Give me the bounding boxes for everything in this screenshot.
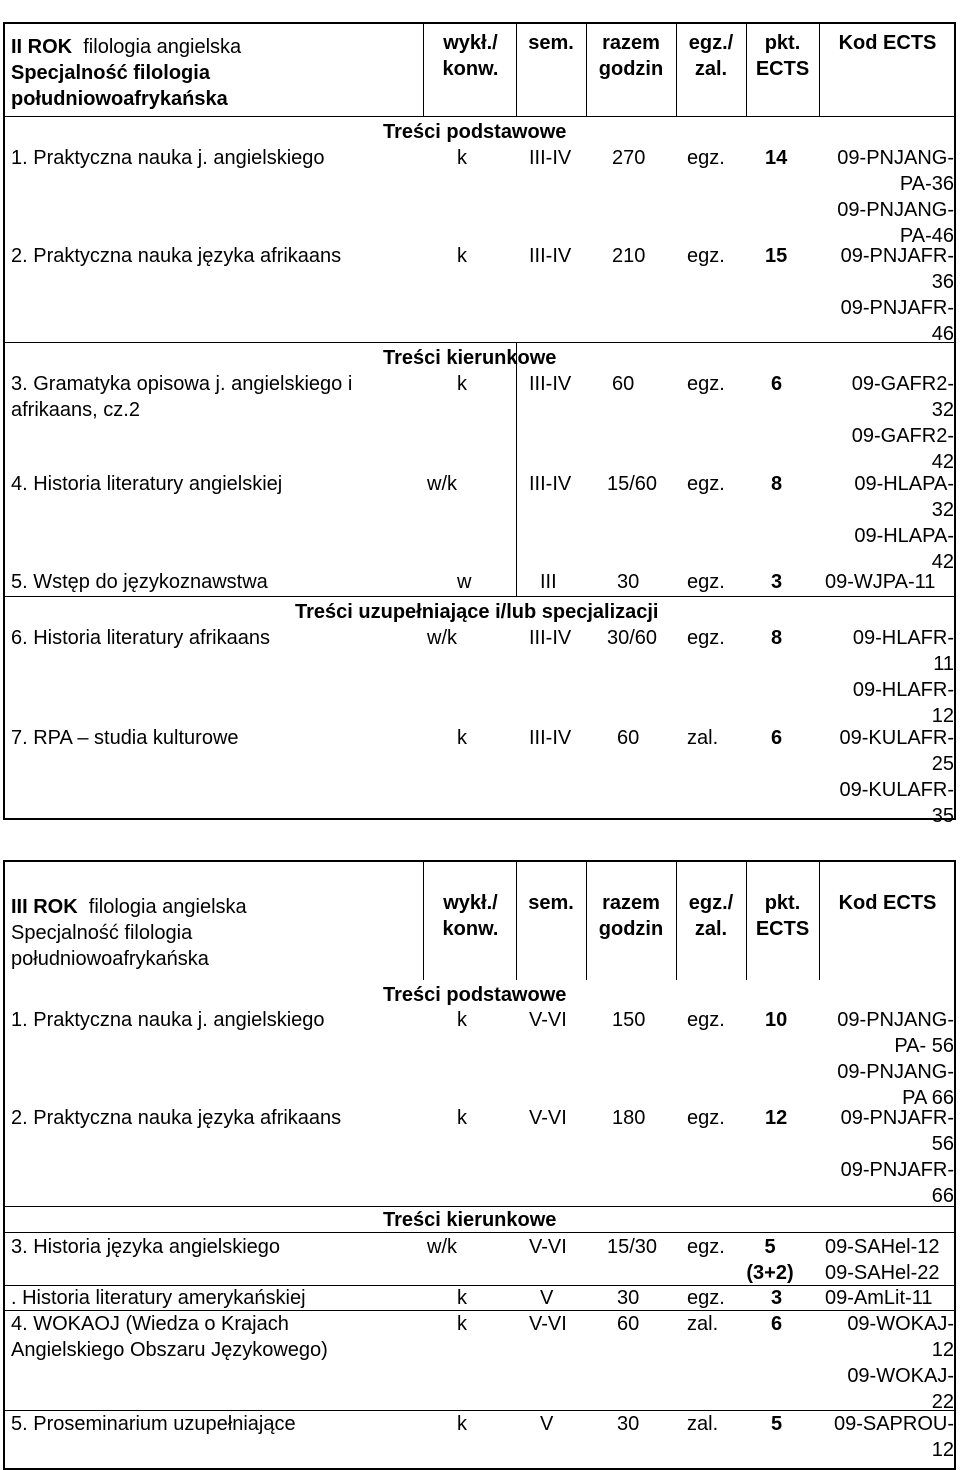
course-type: k: [457, 1009, 467, 1031]
course-ects: 6: [771, 373, 783, 395]
col-header-wykl: wykł./ konw.: [442, 32, 499, 80]
course-semester: V-VI: [529, 1236, 567, 1258]
course-exam: egz.: [687, 245, 725, 267]
specialty-line2: południowoafrykańska: [11, 948, 209, 970]
year-label: III ROK: [11, 896, 78, 918]
col-divider: [746, 22, 747, 116]
col-divider: [423, 22, 424, 116]
course-code: 09-SAPROU- 12: [833, 1413, 954, 1461]
col-header-kod: Kod ECTS: [838, 32, 937, 54]
course-exam: zal.: [687, 1313, 719, 1335]
course-type: w/k: [427, 473, 457, 495]
col-divider: [516, 22, 517, 116]
col-divider: [819, 22, 820, 116]
course-ects: 6: [771, 727, 783, 749]
course-semester: V-VI: [529, 1009, 567, 1031]
col-header-razem: razem godzin: [598, 32, 664, 80]
course-ects: 3: [771, 571, 783, 593]
section-uzupelniajace: Treści uzupełniające i/lub specjalizacji: [295, 601, 659, 623]
course-type: k: [457, 727, 467, 749]
course-code: 09-PNJANG- PA- 56 09-PNJANG- PA 66: [837, 1009, 954, 1109]
course-hours: 270: [612, 147, 646, 169]
course-exam: egz.: [687, 1287, 725, 1309]
course-exam: zal.: [687, 1413, 719, 1435]
year-label: II ROK: [11, 36, 73, 58]
course-exam: egz.: [687, 373, 725, 395]
course-code: 09-PNJAFR- 36 09-PNJAFR- 46: [840, 245, 954, 345]
col-header-egz: egz./ zal.: [688, 892, 734, 940]
course-name: 6. Historia literatury afrikaans: [11, 627, 270, 649]
course-semester: V: [540, 1287, 554, 1309]
course-semester: III-IV: [529, 727, 572, 749]
course-type: k: [457, 1107, 467, 1129]
field-label: filologia angielska: [83, 36, 242, 58]
course-name: 4. Historia literatury angielskiej: [11, 473, 283, 495]
course-name: 7. RPA – studia kulturowe: [11, 727, 239, 749]
specialty-line1: Specjalność filologia: [11, 62, 210, 84]
course-ects: 15: [765, 245, 788, 267]
section-divider-kierunkowe: [3, 342, 956, 343]
course-hours: 60: [612, 373, 635, 395]
col-divider: [676, 860, 677, 980]
course-name: 1. Praktyczna nauka j. angielskiego: [11, 1009, 325, 1031]
course-semester: III-IV: [529, 373, 572, 395]
field-label: filologia angielska: [88, 896, 247, 918]
course-ects: 5 (3+2): [746, 1236, 794, 1284]
course-hours: 30: [617, 1287, 640, 1309]
course-type: k: [457, 373, 467, 395]
course-type: k: [457, 1287, 467, 1309]
course-ects: 6: [771, 1313, 783, 1335]
course-exam: egz.: [687, 1236, 725, 1258]
course-ects: 12: [765, 1107, 788, 1129]
course-code: 09-GAFR2- 32 09-GAFR2- 42: [851, 373, 954, 473]
course-code: 09-AmLit-11: [825, 1287, 933, 1309]
course-type: k: [457, 147, 467, 169]
course-ects: 10: [765, 1009, 788, 1031]
col-header-egz: egz./ zal.: [688, 32, 734, 80]
col-divider: [586, 860, 587, 980]
course-hours: 15/30: [607, 1236, 658, 1258]
course-hours: 15/60: [607, 473, 658, 495]
header-divider: [3, 116, 956, 117]
course-name: 3. Historia języka angielskiego: [11, 1236, 281, 1258]
course-name: 5. Proseminarium uzupełniające: [11, 1413, 296, 1435]
section-podstawowe: Treści podstawowe: [383, 121, 567, 143]
course-code: 09-PNJANG- PA-36 09-PNJANG- PA-46: [837, 147, 954, 247]
course-exam: egz.: [687, 627, 725, 649]
course-semester: V-VI: [529, 1107, 567, 1129]
course-code: 09-HLAFR- 11 09-HLAFR- 12: [852, 627, 954, 727]
col-header-wykl: wykł./ konw.: [442, 892, 499, 940]
col-header-sem: sem.: [528, 892, 574, 914]
course-hours: 180: [612, 1107, 646, 1129]
course-type: w/k: [427, 627, 457, 649]
course-hours: 30/60: [607, 627, 658, 649]
col-divider: [586, 22, 587, 116]
specialty-line1: Specjalność filologia: [11, 922, 193, 944]
header-title: [11, 34, 241, 60]
course-type: w/k: [427, 1236, 457, 1258]
table-ii-rok: [3, 22, 956, 827]
col-divider: [516, 860, 517, 980]
course-type: k: [457, 1413, 467, 1435]
course-ects: 14: [765, 147, 788, 169]
course-type: k: [457, 1313, 467, 1335]
course-semester: III-IV: [529, 147, 572, 169]
course-code: 09-SAHel-12 09-SAHel-22: [825, 1236, 940, 1284]
course-ects: 5: [771, 1413, 783, 1435]
course-semester: V-VI: [529, 1313, 567, 1335]
course-hours: 30: [617, 571, 640, 593]
section-kierunkowe: Treści kierunkowe: [383, 1209, 557, 1231]
col-header-pkt: pkt. ECTS: [755, 892, 810, 940]
course-type: w: [457, 571, 472, 593]
section-divider-uzupelniajace: [3, 596, 956, 597]
col-header-sem: sem.: [528, 32, 574, 54]
course-exam: egz.: [687, 1107, 725, 1129]
course-type: k: [457, 245, 467, 267]
section-kierunkowe: Treści kierunkowe: [383, 347, 557, 369]
header-title: [11, 894, 247, 920]
col-divider: [516, 342, 517, 596]
col-header-razem: razem godzin: [598, 892, 664, 940]
table-iii-rok: [3, 860, 956, 1461]
course-code: 09-HLAPA- 32 09-HLAPA- 42: [854, 473, 954, 573]
course-exam: egz.: [687, 473, 725, 495]
course-hours: 30: [617, 1413, 640, 1435]
course-name: . Historia literatury amerykańskiej: [11, 1287, 306, 1309]
col-divider: [676, 22, 677, 116]
col-divider: [423, 860, 424, 980]
course-name: 1. Praktyczna nauka j. angielskiego: [11, 147, 325, 169]
col-divider: [819, 860, 820, 980]
course-exam: egz.: [687, 147, 725, 169]
course-semester: III-IV: [529, 245, 572, 267]
course-name: 3. Gramatyka opisowa j. angielskiego i afrikaans, cz.2: [11, 373, 353, 421]
course-hours: 150: [612, 1009, 646, 1031]
course-name: 2. Praktyczna nauka języka afrikaans: [11, 245, 342, 267]
course-code: 09-WOKAJ- 12 09-WOKAJ- 22: [847, 1313, 954, 1413]
course-name: 2. Praktyczna nauka języka afrikaans: [11, 1107, 342, 1129]
course-hours: 210: [612, 245, 646, 267]
col-header-pkt: pkt. ECTS: [755, 32, 810, 80]
course-code: 09-PNJAFR- 56 09-PNJAFR- 66: [840, 1107, 954, 1207]
course-name: 5. Wstęp do językoznawstwa: [11, 571, 268, 593]
section-podstawowe: Treści podstawowe: [383, 984, 567, 1006]
course-code: 09-KULAFR- 25 09-KULAFR- 35: [839, 727, 954, 827]
specialty-line2: południowoafrykańska: [11, 88, 228, 110]
course-ects: 8: [771, 473, 783, 495]
course-name: 4. WOKAOJ (Wiedza o Krajach Angielskiego Obszaru Językowego): [11, 1313, 328, 1361]
course-hours: 60: [617, 1313, 640, 1335]
course-exam: egz.: [687, 571, 725, 593]
course-semester: V: [540, 1413, 554, 1435]
course-exam: zal.: [687, 727, 719, 749]
course-exam: egz.: [687, 1009, 725, 1031]
course-ects: 3: [771, 1287, 783, 1309]
course-semester: III: [540, 571, 557, 593]
col-divider: [746, 860, 747, 980]
col-header-kod: Kod ECTS: [838, 892, 937, 914]
course-code: 09-WJPA-11: [825, 571, 936, 593]
course-semester: III-IV: [529, 473, 572, 495]
course-hours: 60: [617, 727, 640, 749]
course-semester: III-IV: [529, 627, 572, 649]
course-ects: 8: [771, 627, 783, 649]
